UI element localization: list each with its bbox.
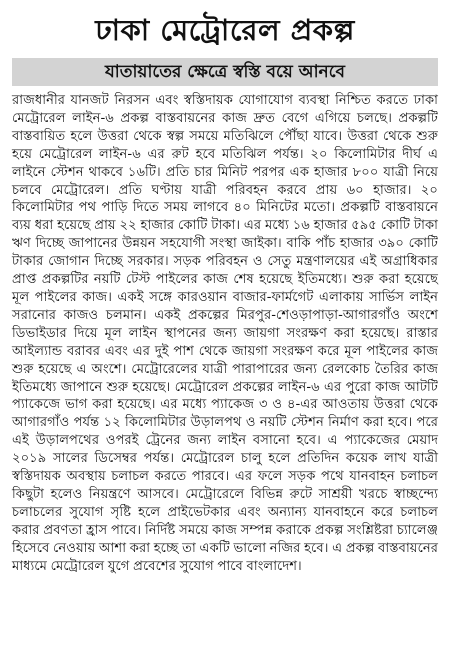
headline: ঢাকা মেট্রোরেল প্রকল্প (95, 13, 355, 47)
article-body: রাজধানীর যানজট নিরসন এবং স্বস্তিদায়ক যোগাযোগ ব্যবস্থা নিশ্চিত করতে ঢাকা মেট্রোরেল লাইন-৬ প্রকল্প বাস্তবায়নের কাজ দ্রুত বেগে এগিয়ে চলছে। প্রকল্পটি বাস্তবায়িত হলে উত্তরা থেকে স্বল্প সময়ে মতিঝিলে পৌঁছা যাবে। উত্তরা থেকে শুরু হয়ে মেট্রোরেল লাইন-৬ এর রুট হবে মতিঝিল পর্যন্ত। ২০ কিলোমিটার দীর্ঘ এ লাইনে স্টেশন থাকবে ১৬টি। প্রতি চার মিনিট পরপর এক হাজার ৮০০ যাত্রী নিয়ে চলবে মেট্রোরেল। প্রতি ঘণ্টায় যাত্রী পরিবহন করবে প্রায় ৬০ হাজার। ২০ কিলোমিটার পথ পাড়ি দিতে সময় লাগবে ৪০ মিনিটের মতো। প্রকল্পটি বাস্তবায়নে ব্যয় ধরা হয়েছে প্রায় ২২ হাজার কোটি টাকা। এর মধ্যে ১৬ হাজার ৫৯৫ কোটি টাকা ঋণ দিচ্ছে জাপানের উন্নয়ন সহযোগী সংস্থা জাইকা। বাকি পাঁচ হাজার ৩৯০ কোটি টাকার জোগান দিচ্ছে সরকার। সড়ক পরিবহন ও সেতু মন্ত্রণালয়ের এই অগ্রাধিকার প্রাপ্ত প্রকল্পটির নয়টি টেস্ট পাইলের কাজ শেষ হয়েছে ইতিমধ্যে। শুরু করা হয়েছে মূল পাইলের কাজ। একই সঙ্গে কারওয়ান বাজার-ফার্মগেট এলাকায় সার্ভিস লাইন সরানোর কাজও চলমান। একই প্রকল্পের মিরপুর-শেওড়াপাড়া-আগারগাঁও অংশে ডিভাইডার দিয়ে মূল লাইন স্থাপনের জন্য জায়গা সংরক্ষণ করা হয়েছে। রাস্তার আইল্যান্ড বরাবর এবং এর দুই পাশ থেকে জায়গা সংরক্ষণ করে মূল পাইলের কাজ শুরু হয়েছে এ অংশে। মেট্রোরেলের যাত্রী পারাপারের জন্য রেলকোচ তৈরির কাজ ইতিমধ্যে জাপানে শুরু হয়েছে। মেট্রোরেল প্রকল্পের লাইন-৬ এর পুরো কাজ আটটি প্যাকেজে ভাগ করা হয়েছে। এর মধ্যে প্যাকেজ ৩ ও ৪-এর আওতায় উত্তরা থেকে আগারগাঁও পর্যন্ত ১২ কিলোমিটার উড়ালপথ ও নয়টি স্টেশন নির্মাণ করা হবে। পরে এই উড়ালপথের ওপরই ট্রেনের জন্য লাইন বসানো হবে। এ প্যাকেজের মেয়াদ ২০১৯ সালের ডিসেম্বর পর্যন্ত। মেট্রোরেল চালু হলে প্রতিদিন কয়েক লাখ যাত্রী স্বস্তিদায়ক অবস্থায় চলাচল করতে পারবে। এর ফলে সড়ক পথে যানবাহন চলাচল কিছুটা হলেও নিয়ন্ত্রণে আসবে। মেট্রোরেলে বিভিন্ন রুটে সাশ্রয়ী খরচে স্বাচ্ছন্দ্যে চলাচলের সুযোগ সৃষ্টি হলে প্রাইভেটকার এবং অন্যান্য যানবাহনে করে চলাচল করার প্রবণতা হ্রাস পাবে। নির্দিষ্ট সময়ে কাজ সম্পন্ন করাকে প্রকল্প সংশ্লিষ্টরা চ্যালেঞ্জ হিসেবে নেওয়ায় আশা করা হচ্ছে তা একটি ভালো নজির হবে। এ প্রকল্প বাস্তবায়নের মাধ্যমে মেট্রোরেল যুগে প্রবেশের সুযোগ পাবে বাংলাদেশ। (12, 93, 439, 574)
subheadline: যাতায়াতের ক্ষেত্রে স্বস্তি বয়ে আনবে (12, 58, 438, 86)
